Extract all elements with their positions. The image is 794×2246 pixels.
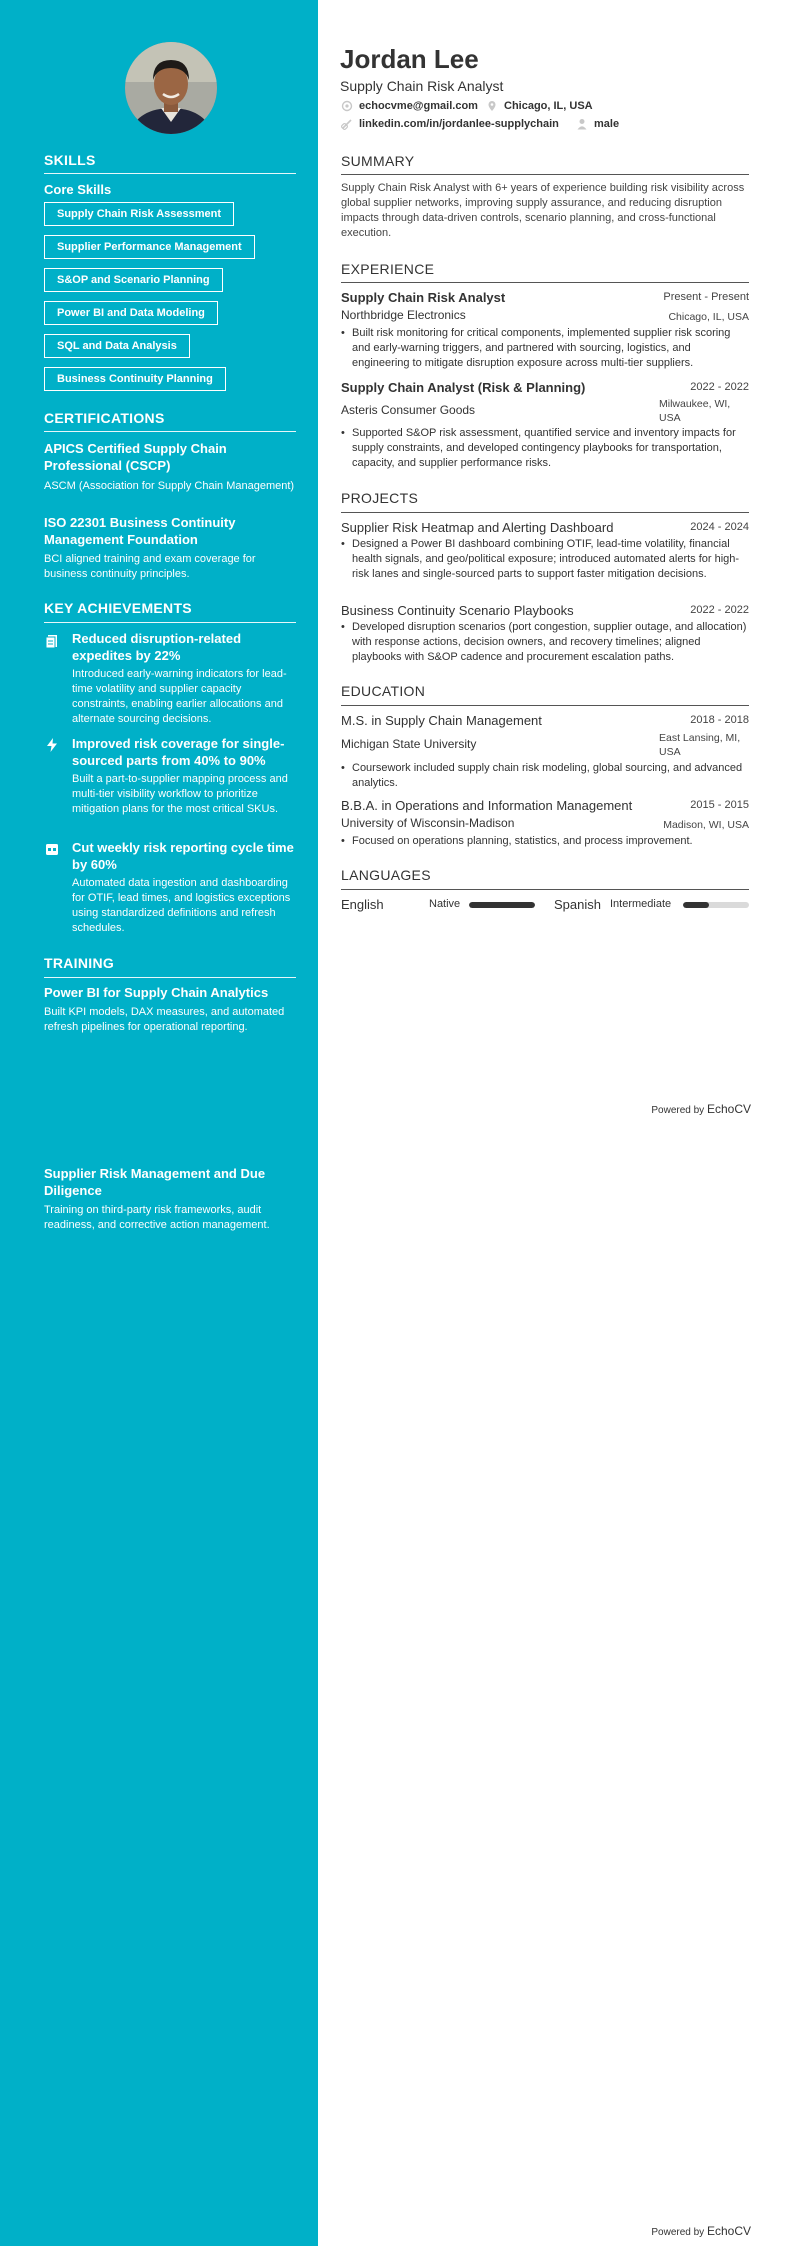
link-icon: [341, 118, 353, 130]
achievement-title: Reduced disruption-related expedites by 22%: [72, 631, 242, 663]
education-school: University of Wisconsin-Madison: [341, 816, 515, 830]
divider: [341, 705, 749, 706]
certifications-heading: CERTIFICATIONS: [44, 410, 165, 426]
training-title: Power BI for Supply Chain Analytics: [44, 985, 269, 1000]
education-degree: B.B.A. in Operations and Information Management: [341, 798, 633, 813]
powered-by-footer: [651, 1102, 751, 1116]
contact-linkedin[interactable]: [341, 118, 559, 130]
summary-text: Supply Chain Risk Analyst with 6+ years of experience building risk visibility across global supplier networks, improving supply assurance, and reducing disruption impacts through data-driven controls, scenario planning, and cross-functional execution.: [341, 182, 745, 239]
job-dates: 2022 - 2022: [690, 381, 749, 393]
sidebar: [0, 0, 318, 2246]
avatar: [125, 42, 217, 134]
language-level: Native: [429, 898, 461, 910]
job-location: Milwaukee, WI, USA: [659, 398, 731, 424]
project-bullet: • Designed a Power BI dashboard combining OTIF, lead-time volatility, financial health signals, and geo/political exposure; introduced automated alerts for high-risk lanes and single-sourced parts to support faster mitigation decisions.: [341, 537, 749, 582]
person-icon: [576, 118, 588, 130]
skill-tag: Supplier Performance Management: [44, 235, 255, 259]
certification-issuer: BCI aligned training and exam coverage for business continuity principles.: [44, 553, 256, 580]
language-name: English: [341, 897, 384, 912]
language-name: Spanish: [554, 897, 601, 912]
skill-tag: Supply Chain Risk Assessment: [44, 202, 234, 226]
job-dates: Present - Present: [663, 291, 749, 303]
at-icon: [341, 100, 353, 112]
achievement-title: Improved risk coverage for single-sourced parts from 40% to 90%: [72, 736, 285, 768]
divider: [44, 622, 296, 623]
language-proficiency-fill: [683, 902, 709, 908]
certification-name: APICS Certified Supply Chain Professional (CSCP): [44, 441, 227, 473]
education-bullet: • Focused on operations planning, statistics, and process improvement.: [341, 834, 749, 849]
job-bullet: • Supported S&OP risk assessment, quantified service and inventory impacts for supply constraints, and developed contingency playbooks for transportation, capacity, and supplier performance risks.: [341, 426, 749, 471]
linkedin-text: linkedin.com/in/jordanlee-supplychain: [359, 118, 559, 130]
education-dates: 2015 - 2015: [690, 799, 749, 811]
languages-heading: LANGUAGES: [341, 867, 431, 883]
job-role: Supply Chain Analyst (Risk & Planning): [341, 380, 586, 395]
project-title: Supplier Risk Heatmap and Alerting Dashboard: [341, 520, 614, 535]
project-dates: 2024 - 2024: [690, 521, 749, 533]
achievement-title: Cut weekly risk reporting cycle time by 60%: [72, 840, 294, 872]
achievement-description: Introduced early-warning indicators for lead-time volatility and supplier capacity constraints, enabling earlier allocations and alternate sourcing decisions.: [72, 668, 287, 725]
divider: [44, 977, 296, 978]
training-description: Built KPI models, DAX measures, and automated refresh pipelines for operational reporting.: [44, 1006, 285, 1033]
language-level: Intermediate: [610, 898, 672, 910]
training-heading: TRAINING: [44, 955, 115, 971]
job-role: Supply Chain Risk Analyst: [341, 290, 506, 305]
education-dates: 2018 - 2018: [690, 714, 749, 726]
skill-tag: Business Continuity Planning: [44, 367, 226, 391]
language-proficiency-fill: [469, 902, 535, 908]
divider: [44, 173, 296, 174]
achievement-description: Automated data ingestion and dashboarding for OTIF, lead times, and logistics exceptions using standardized definitions and refresh schedules.: [72, 877, 291, 934]
education-location: East Lansing, MI, USA: [659, 732, 741, 758]
language-proficiency-bar: [469, 902, 535, 908]
language-proficiency-bar: [683, 902, 749, 908]
training-title: Supplier Risk Management and Due Diligence: [44, 1166, 266, 1198]
gender-text: male: [594, 118, 620, 130]
powered-by-label: Powered by: [651, 2227, 705, 2238]
contact-email[interactable]: [341, 100, 478, 112]
contact-location: [486, 100, 593, 112]
divider: [341, 889, 749, 890]
job-company: Northbridge Electronics: [341, 308, 466, 322]
achievement-description: Built a part-to-supplier mapping process and multi-tier visibility workflow to prioritize mitigation plans for the most critical SKUs.: [72, 773, 288, 815]
brand-logo: EchoCV: [706, 1102, 751, 1116]
education-degree: M.S. in Supply Chain Management: [341, 713, 542, 728]
education-school: Michigan State University: [341, 737, 477, 751]
contact-gender: [576, 118, 619, 130]
skill-tag: Power BI and Data Modeling: [44, 301, 218, 325]
candidate-name: Jordan Lee: [340, 44, 479, 74]
skills-heading: SKILLS: [44, 152, 96, 168]
job-location: Chicago, IL, USA: [668, 311, 749, 323]
core-skills-label: Core Skills: [44, 182, 112, 197]
summary-heading: SUMMARY: [341, 153, 415, 169]
project-bullet: • Developed disruption scenarios (port congestion, supplier outage, and allocation) with response actions, decision owners, and recovery timelines; aligned playbooks with S&OP cadence and procurement escalation paths.: [341, 620, 749, 665]
calendar-icon: [44, 841, 60, 857]
training-description: Training on third-party risk frameworks, audit readiness, and corrective action management.: [44, 1204, 270, 1231]
project-title: Business Continuity Scenario Playbooks: [341, 603, 574, 618]
project-dates: 2022 - 2022: [690, 604, 749, 616]
brand-logo: EchoCV: [706, 2224, 751, 2238]
email-text: echocvme@gmail.com: [359, 100, 478, 112]
divider: [44, 431, 296, 432]
divider: [341, 282, 749, 283]
education-bullet: • Coursework included supply chain risk modeling, global sourcing, and advanced analytics.: [341, 761, 749, 791]
lightning-icon: [44, 737, 60, 753]
skill-tag: S&OP and Scenario Planning: [44, 268, 223, 292]
projects-heading: PROJECTS: [341, 490, 419, 506]
education-location: Madison, WI, USA: [663, 819, 749, 831]
profile-photo: [125, 42, 217, 134]
powered-by-footer: [651, 2224, 751, 2238]
education-heading: EDUCATION: [341, 683, 426, 699]
divider: [341, 174, 749, 175]
location-text: Chicago, IL, USA: [504, 100, 593, 112]
document-icon: [44, 633, 60, 649]
candidate-title: Supply Chain Risk Analyst: [340, 78, 504, 94]
divider: [341, 512, 749, 513]
skill-tag: SQL and Data Analysis: [44, 334, 190, 358]
certification-issuer: ASCM (Association for Supply Chain Management): [44, 480, 295, 492]
powered-by-label: Powered by: [651, 1105, 705, 1116]
certification-name: ISO 22301 Business Continuity Management Foundation: [44, 515, 236, 547]
achievements-heading: KEY ACHIEVEMENTS: [44, 600, 192, 616]
job-bullet: • Built risk monitoring for critical components, implemented supplier risk scoring and early-warning triggers, and partnered with sourcing, logistics, and engineering to mitigate disruption exposure across multi-tier suppliers.: [341, 326, 749, 371]
location-pin-icon: [486, 100, 498, 112]
experience-heading: EXPERIENCE: [341, 261, 435, 277]
job-company: Asteris Consumer Goods: [341, 403, 476, 417]
